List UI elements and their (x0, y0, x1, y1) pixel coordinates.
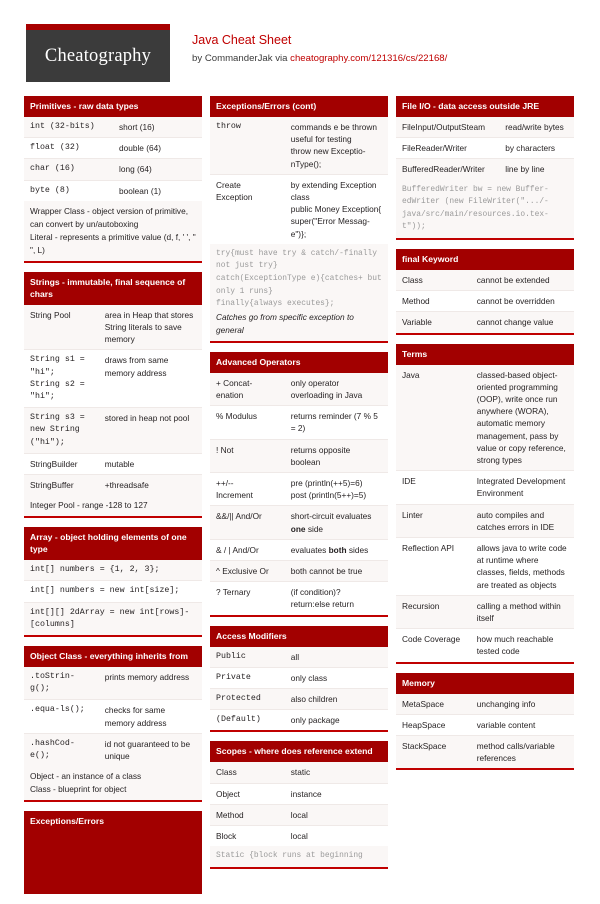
card-title: Strings - immutable, final sequence of chars (24, 272, 202, 305)
note-text: Integer Pool - range -128 to 127 (30, 500, 148, 511)
card-title: Scopes - where does reference extend (210, 741, 388, 762)
page-title: Java Cheat Sheet (192, 33, 292, 47)
row-value: mutable (99, 453, 202, 474)
row-key: .toStrin-g(); (24, 667, 99, 700)
notes-row (24, 766, 202, 800)
notes-cell (210, 846, 388, 867)
note-italic: Catches go from specific exception to general (216, 311, 354, 335)
row-value: id not guaranteed to be unique (99, 733, 202, 766)
row-value: area in Heap that stores String literals to save memory (99, 305, 202, 350)
card-array-object-holding-elements-of-one-type (24, 527, 202, 637)
row-key: (Default) (210, 710, 285, 731)
byline-prefix: by (192, 53, 205, 64)
row-key: ^ Exclusive Or (210, 561, 285, 582)
table-row (210, 826, 388, 847)
code-line: int[][] 2dArray = new int[rows]-[columns] (24, 602, 202, 635)
column-3 (396, 96, 574, 894)
row-value: instance (285, 783, 388, 804)
card-exceptions-errors-cont (210, 96, 388, 343)
table-row (24, 117, 202, 138)
row-key: int (32-bits) (24, 117, 113, 138)
card-notes (210, 244, 388, 341)
row-key: Method (210, 804, 285, 825)
row-value: method calls/variable references (471, 736, 574, 769)
notes-cell (396, 180, 574, 238)
table-row (24, 453, 202, 474)
table-row (396, 312, 574, 333)
row-key: BufferedReader/Writer (396, 159, 499, 180)
row-value: by characters (499, 138, 574, 159)
row-key: Class (396, 270, 471, 291)
card-notes (396, 180, 574, 238)
card-code-table (24, 560, 202, 635)
row-value: also children (285, 689, 388, 710)
row-value: allows java to write code at runtime where classes, fields, methods are treated as objects (471, 538, 574, 596)
table-row (396, 159, 574, 180)
columns-container (0, 96, 600, 894)
table-row (396, 629, 574, 662)
table-row (210, 406, 388, 439)
table-row (210, 561, 388, 582)
row-key: FileReader/Writer (396, 138, 499, 159)
author-name: CommanderJak (204, 53, 273, 64)
row-key: IDE (396, 471, 471, 504)
card-title: Exceptions/Errors (cont) (210, 96, 388, 117)
table-row (396, 471, 574, 504)
row-value: only package (285, 710, 388, 731)
row-value: unchanging info (471, 694, 574, 715)
card-title: final Keyword (396, 249, 574, 270)
row-key: throw (210, 117, 285, 174)
card-title: Advanced Operators (210, 352, 388, 373)
row-value: local (285, 826, 388, 847)
card-scopes-where-does-reference-extend (210, 741, 388, 868)
table-row (210, 710, 388, 731)
table-row (210, 582, 388, 615)
source-link[interactable]: cheatography.com/121316/cs/22168/ (290, 53, 448, 64)
card-notes (24, 201, 202, 261)
row-value: variable content (471, 714, 574, 735)
notes-row (24, 495, 202, 516)
byline (192, 51, 447, 66)
table-row (396, 504, 574, 537)
row-value: +threadsafe (99, 475, 202, 496)
row-value: checks for same memory address (99, 700, 202, 733)
card-file-i-o-data-access-outside-jre (396, 96, 574, 240)
table-row (210, 762, 388, 783)
row-value: local (285, 804, 388, 825)
card-object-class-everything-inherits-from (24, 646, 202, 802)
card-notes (210, 846, 388, 867)
row-value: how much reachable tested code (471, 629, 574, 662)
table-row (210, 689, 388, 710)
row-value: boolean (1) (113, 180, 202, 201)
card-strings-immutable-final-sequence-of-chars (24, 272, 202, 518)
note-code: try{must have try & catch/-finally not just try} (216, 248, 377, 271)
table-row (210, 667, 388, 688)
card-notes (24, 766, 202, 800)
card-memory (396, 673, 574, 771)
card-table (396, 117, 574, 180)
row-key: ? Ternary (210, 582, 285, 615)
row-key: Protected (210, 689, 285, 710)
row-value: cannot be extended (471, 270, 574, 291)
card-table (396, 270, 574, 333)
card-table (396, 694, 574, 769)
footer-spacer (0, 894, 600, 904)
cheatography-logo[interactable] (26, 24, 170, 82)
table-row (24, 560, 202, 581)
card-table (24, 667, 202, 766)
row-value: line by line (499, 159, 574, 180)
table-row (396, 714, 574, 735)
card-table (210, 647, 388, 731)
code-line: int[] numbers = new int[size]; (24, 581, 202, 602)
row-value: returns opposite boolean (285, 439, 388, 472)
row-value: short (16) (113, 117, 202, 138)
row-value: both cannot be true (285, 561, 388, 582)
row-value: stored in heap not pool (99, 408, 202, 454)
table-row (210, 783, 388, 804)
note-text: Wrapper Class - object version of primitive, can convert by un/autoboxing (30, 205, 189, 229)
notes-row (210, 244, 388, 341)
card-notes (24, 495, 202, 516)
row-key: StackSpace (396, 736, 471, 769)
row-key: MetaSpace (396, 694, 471, 715)
row-value: pre (println(++5)=6) post (println(5++)=5) (285, 473, 388, 506)
row-value: double (64) (113, 138, 202, 159)
note-code: finally{always executes}; (216, 299, 335, 309)
row-key: Class (210, 762, 285, 783)
table-row (24, 733, 202, 766)
card-title: Exceptions/Errors (30, 816, 105, 827)
table-row (24, 581, 202, 602)
page-header (0, 0, 600, 96)
card-table (396, 365, 574, 662)
row-value: cannot be overridden (471, 291, 574, 312)
card-empty-body (24, 832, 202, 894)
table-row (396, 365, 574, 471)
row-key: Object (210, 783, 285, 804)
row-key: char (16) (24, 159, 113, 180)
card-title: Primitives - raw data types (24, 96, 202, 117)
notes-row (210, 846, 388, 867)
table-row (210, 506, 388, 539)
row-value: only operator overloading in Java (285, 373, 388, 406)
row-key: Variable (396, 312, 471, 333)
row-key: .equa-ls(); (24, 700, 99, 733)
row-key: Private (210, 667, 285, 688)
row-key: String Pool (24, 305, 99, 350)
row-value: auto compiles and catches errors in IDE (471, 504, 574, 537)
code-line: int[] numbers = {1, 2, 3}; (24, 560, 202, 581)
row-key: Public (210, 647, 285, 668)
card-access-modifiers (210, 626, 388, 733)
row-value: short-circuit evaluates one side (285, 506, 388, 539)
table-row (24, 159, 202, 180)
row-value: calling a method within itself (471, 595, 574, 628)
row-key: StringBuilder (24, 453, 99, 474)
row-key: &&/|| And/Or (210, 506, 285, 539)
card-table (24, 305, 202, 495)
row-key: Block (210, 826, 285, 847)
card-advanced-operators (210, 352, 388, 617)
row-key: ! Not (210, 439, 285, 472)
card-table (210, 117, 388, 244)
row-key: Linter (396, 504, 471, 537)
row-value: all (285, 647, 388, 668)
table-row (24, 138, 202, 159)
row-key: Create Exception (210, 174, 285, 244)
byline-via: via (272, 53, 291, 64)
row-value: commands e be thrown useful for testing throw new Exceptio-nType(); (285, 117, 388, 174)
table-row (396, 291, 574, 312)
table-row (24, 305, 202, 350)
table-row (24, 667, 202, 700)
row-key: Java (396, 365, 471, 471)
note-text: Literal - represents a primitive value (d, f, ' ', " ", L) (30, 231, 196, 255)
table-row (24, 700, 202, 733)
card-table (24, 117, 202, 201)
table-row (24, 350, 202, 408)
card-primitives-raw-data-types (24, 96, 202, 263)
row-key: FileInput/OutputSteam (396, 117, 499, 138)
row-key: byte (8) (24, 180, 113, 201)
row-key: Recursion (396, 595, 471, 628)
row-key: + Concat-enation (210, 373, 285, 406)
table-row (396, 538, 574, 596)
notes-cell (24, 766, 202, 800)
card-title: Terms (396, 344, 574, 365)
table-row (210, 373, 388, 406)
table-row (210, 174, 388, 244)
table-row (24, 408, 202, 454)
row-value: long (64) (113, 159, 202, 180)
card-final-keyword (396, 249, 574, 335)
row-key: % Modulus (210, 406, 285, 439)
notes-row (396, 180, 574, 238)
note-text: Object - an instance of a class Class - blueprint for object (30, 771, 142, 795)
row-value: Integrated Development Environment (471, 471, 574, 504)
table-row (24, 180, 202, 201)
row-value: only class (285, 667, 388, 688)
column-1 (24, 96, 202, 894)
table-row (396, 270, 574, 291)
table-row (396, 736, 574, 769)
table-row (210, 117, 388, 174)
notes-cell (24, 495, 202, 516)
notes-cell (24, 201, 202, 261)
table-row (210, 647, 388, 668)
row-key: ++/-- Increment (210, 473, 285, 506)
card-table (210, 373, 388, 615)
row-value: cannot change value (471, 312, 574, 333)
table-row (396, 138, 574, 159)
row-key: String s1 = "hi"; String s2 = "hi"; (24, 350, 99, 408)
notes-row (24, 201, 202, 261)
row-key: StringBuffer (24, 475, 99, 496)
row-key: float (32) (24, 138, 113, 159)
table-row (210, 439, 388, 472)
card-title: Memory (396, 673, 574, 694)
card-exceptions-errors (24, 811, 202, 894)
row-value: evaluates both sides (285, 539, 388, 560)
card-table (210, 762, 388, 846)
table-row (396, 117, 574, 138)
table-row (24, 602, 202, 635)
table-row (210, 539, 388, 560)
row-value: by extending Exception class public Money Exception{ super("Error Messag-e")}; (285, 174, 388, 244)
card-terms (396, 344, 574, 664)
table-row (210, 473, 388, 506)
row-value: read/write bytes (499, 117, 574, 138)
row-key: String s3 = new String ("hi"); (24, 408, 99, 454)
table-row (396, 694, 574, 715)
row-key: Code Coverage (396, 629, 471, 662)
row-value: static (285, 762, 388, 783)
card-title: Access Modifiers (210, 626, 388, 647)
title-block (170, 24, 447, 66)
logo-text: Cheatography (26, 30, 170, 82)
card-title: Array - object holding elements of one type (24, 527, 202, 560)
row-value: prints memory address (99, 667, 202, 700)
row-key: Method (396, 291, 471, 312)
table-row (396, 595, 574, 628)
table-row (210, 804, 388, 825)
note-code: Static {block runs at beginning (216, 851, 363, 861)
card-title: File I/O - data access outside JRE (396, 96, 574, 117)
row-key: Reflection API (396, 538, 471, 596)
row-value: returns reminder (7 % 5 = 2) (285, 406, 388, 439)
row-value: (if condition)? return:else return (285, 582, 388, 615)
row-key: & / | And/Or (210, 539, 285, 560)
card-title: Object Class - everything inherits from (24, 646, 202, 667)
row-value: classed-based object-oriented programming (OOP), write once run anywhere (WORA), automatic memory management, pass by value or copy reference, strong types (471, 365, 574, 471)
notes-cell (210, 244, 388, 341)
note-code: catch(ExceptionType e){catches+ but only 1 runs} (216, 274, 382, 296)
note-code: BufferedWriter bw = new Buffer-edWriter (new FileWriter(".../-java/src/main/resources.io.tex-t")); (402, 184, 549, 232)
row-key: .hashCod-e(); (24, 733, 99, 766)
row-value: draws from same memory address (99, 350, 202, 408)
column-2 (210, 96, 388, 894)
table-row (24, 475, 202, 496)
row-key: HeapSpace (396, 714, 471, 735)
